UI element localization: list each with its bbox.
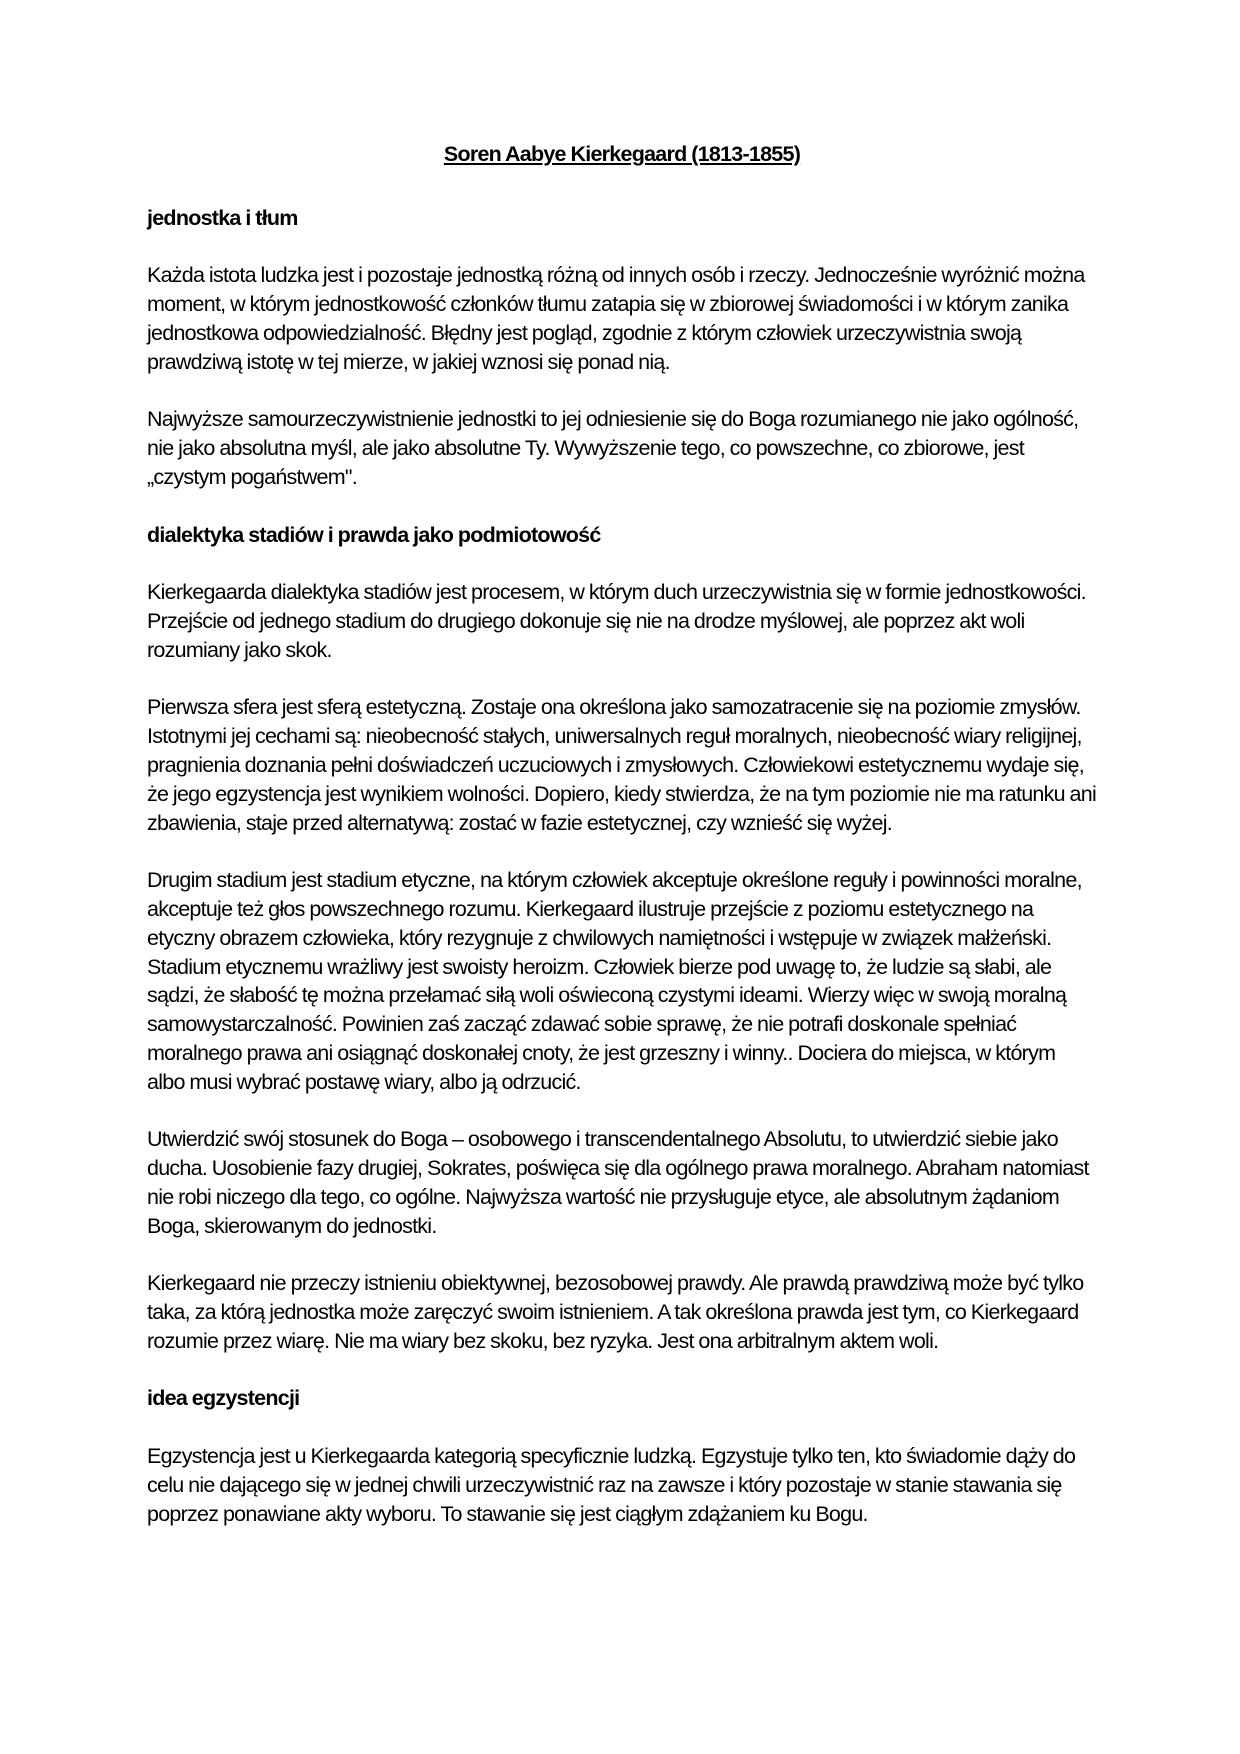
paragraph: Drugim stadium jest stadium etyczne, na którym człowiek akceptuje określone reguły i powinności moralne, akceptuje też głos powszechnego rozumu. Kierkegaard ilustruje przejście z poziomu estetycznego na etyczny obrazem człowieka, który rezygnuje z chwilowych namiętności i wstępuje w związek małżeński. Stadium etycznemu wrażliwy jest swoisty heroizm. Człowiek bierze pod uwagę to, że ludzie są słabi, ale sądzi, że słabość tę można przełamać siłą woli oświeconą czystymi ideami. Wierzy więc w swoją moralną samowystarczalność. Powinien zaś zacząć zdawać sobie sprawę, że nie potrafi doskonale spełniać moralnego prawa ani osiągnąć doskonałej cnoty, że jest grzeszny i winny.. Dociera do miejsca, w którym albo musi wybrać postawę wiary, albo ją odrzucić.: [147, 868, 1082, 1094]
paragraph: Egzystencja jest u Kierkegaarda kategorią specyficznie ludzką. Egzystuje tylko ten, kto świadomie dąży do celu nie dającego się w jednej chwili urzeczywistnić raz na zawsze i który pozostaje w stanie stawania się poprzez ponawiane akty wyboru. To stawanie się jest ciągłym zdążaniem ku Bogu.: [147, 1444, 1076, 1526]
document-title: Soren Aabye Kierkegaard (1813-1855): [443, 142, 801, 166]
paragraph: Kierkegaarda dialektyka stadiów jest procesem, w którym duch urzeczywistnia się w formie jednostkowości. Przejście od jednego stadium do drugiego dokonuje się nie na drodze myślowej, ale poprzez akt woli rozumiany jako skok.: [147, 580, 1086, 662]
section-heading: dialektyka stadiów i prawda jako podmiotowość: [147, 522, 601, 547]
section-heading: jednostka i tłum: [147, 205, 298, 230]
paragraph: Pierwsza sfera jest sferą estetyczną. Zostaje ona określona jako samozatracenie się na poziomie zmysłów. Istotnymi jej cechami są: nieobecność stałych, uniwersalnych reguł moralnych, nieobecność wiary religijnej, pragnienia doznania pełni doświadczeń uczuciowych i zmysłowych. Człowiekowi estetycznemu wydaje się, że jego egzystencja jest wynikiem wolności. Dopiero, kiedy stwierdza, że na tym poziomie nie ma ratunku ani zbawienia, staje przed alternatywą: zostać w fazie estetycznej, czy wznieść się wyżej.: [147, 695, 1096, 835]
paragraph: Każda istota ludzka jest i pozostaje jednostką różną od innych osób i rzeczy. Jednocześnie wyróżnić można moment, w którym jednostkowość członków tłumu zatapia się w zbiorowej świadomości i w którym zanika jednostkowa odpowiedzialność. Błędny jest pogląd, zgodnie z którym człowiek urzeczywistnia swoją prawdziwą istotę w tej mierze, w jakiej wznosi się ponad nią.: [147, 263, 1085, 374]
document-page: [147, 140, 1097, 1557]
paragraph: Najwyższe samourzeczywistnienie jednostki to jej odniesienie się do Boga rozumianego nie jako ogólność, nie jako absolutna myśl, ale jako absolutne Ty. Wywyższenie tego, co powszechne, co zbiorowe, jest „czystym pogaństwem".: [147, 407, 1079, 489]
paragraph: Kierkegaard nie przeczy istnieniu obiektywnej, bezosobowej prawdy. Ale prawdą prawdziwą może być tylko taka, za którą jednostka może zaręczyć swoim istnieniem. A tak określona prawda jest tym, co Kierkegaard rozumie przez wiarę. Nie ma wiary bez skoku, bez ryzyka. Jest ona arbitralnym aktem woli.: [147, 1271, 1084, 1353]
paragraph: Utwierdzić swój stosunek do Boga – osobowego i transcendentalnego Absolutu, to utwierdzić siebie jako ducha. Uosobienie fazy drugiej, Sokrates, poświęca się dla ogólnego prawa moralnego. Abraham natomiast nie robi niczego dla tego, co ogólne. Najwyższa wartość nie przysługuje etyce, ale absolutnym żądaniom Boga, skierowanym do jednostki.: [147, 1127, 1089, 1238]
section-heading: idea egzystencji: [147, 1386, 300, 1411]
